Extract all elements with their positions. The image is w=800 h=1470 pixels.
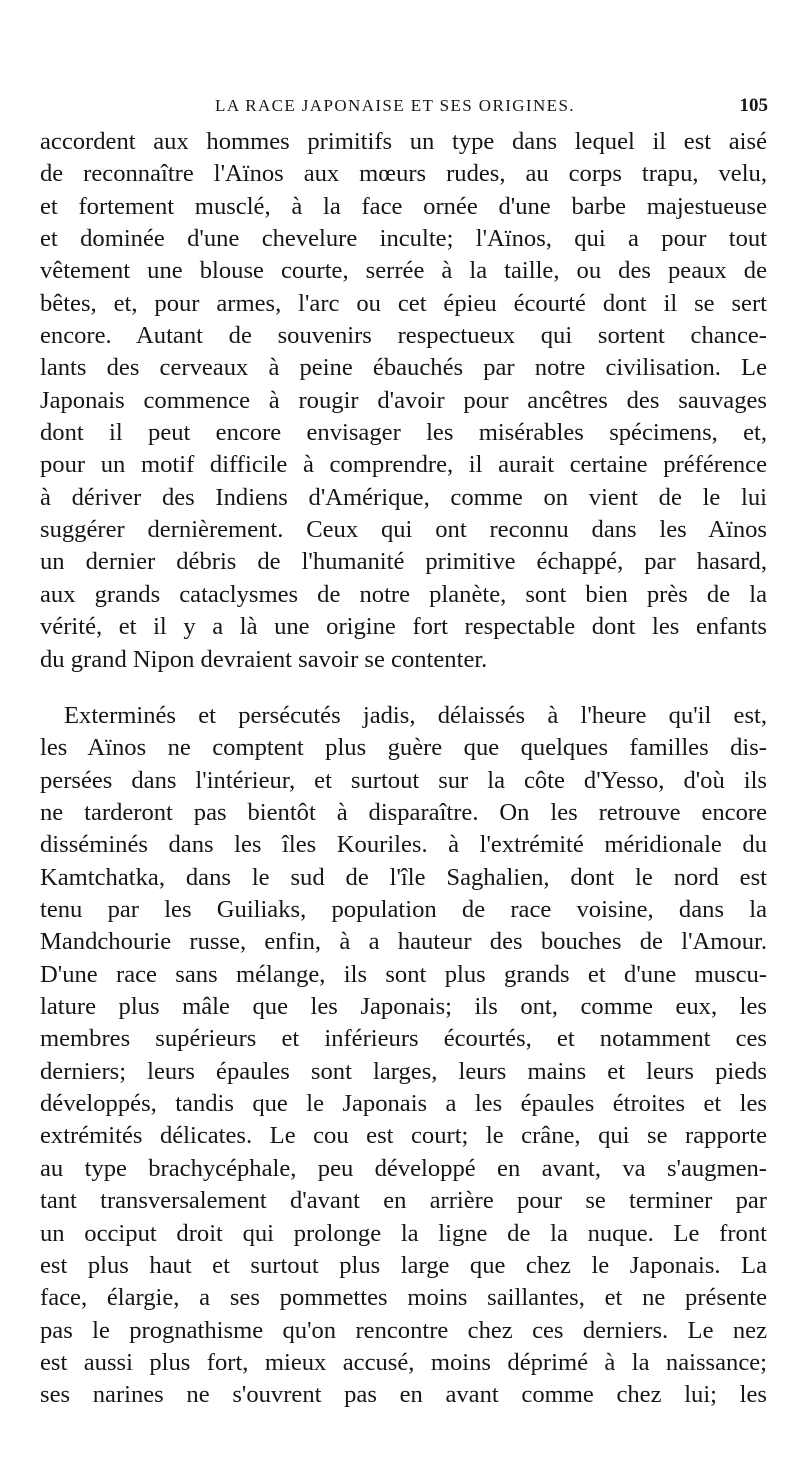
text-line: persées dans l'intérieur, et surtout sur la côte d'Yesso, d'où ils [40, 766, 767, 794]
text-line: encore. Autant de souvenirs respectueux qui sortent chance- [40, 322, 767, 350]
text-line: Exterminés et persécutés jadis, délaissés à l'heure qu'il est, [64, 702, 767, 729]
text-line: pas le prognathisme qu'on rencontre chez ces derniers. Le nez [40, 1316, 767, 1344]
text-line: disséminés dans les îles Kouriles. à l'extrémité méridionale du [40, 831, 767, 859]
text-line: un dernier débris de l'humanité primitive échappé, par hasard, [40, 548, 767, 576]
text-line: D'une race sans mélange, ils sont plus grands et d'une muscu- [40, 960, 767, 988]
text-line: accordent aux hommes primitifs un type dans lequel il est aisé [40, 128, 767, 155]
running-header [40, 93, 770, 119]
text-line: est plus haut et surtout plus large que chez le Japonais. La [40, 1251, 767, 1279]
text-line: membres supérieurs et inférieurs écourtés, et notamment ces [40, 1025, 767, 1053]
text-line: de reconnaître l'Aïnos aux mœurs rudes, au corps trapu, velu, [40, 160, 767, 188]
text-line: tenu par les Guiliaks, population de race voisine, dans la [40, 896, 767, 924]
text-line: Kamtchatka, dans le sud de l'île Saghalien, dont le nord est [40, 863, 767, 891]
text-line: est aussi plus fort, mieux accusé, moins déprimé à la naissance; [40, 1348, 767, 1376]
text-line: lature plus mâle que les Japonais; ils ont, comme eux, les [40, 993, 767, 1021]
text-line: développés, tandis que le Japonais a les épaules étroites et les [40, 1090, 767, 1118]
text-line: aux grands cataclysmes de notre planète, sont bien près de la [40, 580, 767, 608]
text-line: bêtes, et, pour armes, l'arc ou cet épieu écourté dont il se sert [40, 289, 767, 317]
paragraph-1 [40, 126, 767, 676]
text-line: les Aïnos ne comptent plus guère que quelques familles dis- [40, 734, 767, 762]
text-line: un occiput droit qui prolonge la ligne de la nuque. Le front [40, 1219, 767, 1247]
text-line: pour un motif difficile à comprendre, il aurait certaine préférence [40, 451, 767, 479]
text-line: et fortement musclé, à la face ornée d'une barbe majestueuse [40, 192, 767, 220]
text-line: ne tarderont pas bientôt à disparaître. On les retrouve encore [40, 799, 767, 827]
text-line: du grand Nipon devraient savoir se contenter. [40, 645, 488, 673]
text-line: suggérer dernièrement. Ceux qui ont reconnu dans les Aïnos [40, 516, 767, 544]
text-line: et dominée d'une chevelure inculte; l'Aïnos, qui a pour tout [40, 225, 767, 253]
text-line: à dériver des Indiens d'Amérique, comme on vient de le lui [40, 483, 767, 511]
text-line: vêtement une blouse courte, serrée à la taille, ou des peaux de [40, 257, 767, 285]
paragraph-2 [40, 700, 767, 1412]
text-line: face, élargie, a ses pommettes moins saillantes, et ne présente [40, 1284, 767, 1312]
text-line: dont il peut encore envisager les misérables spécimens, et, [40, 419, 767, 447]
text-line: extrémités délicates. Le cou est court; le crâne, qui se rapporte [40, 1122, 767, 1150]
page-number: 105 [739, 95, 768, 116]
text-line: Japonais commence à rougir d'avoir pour ancêtres des sauvages [40, 386, 767, 414]
text-line: au type brachycéphale, peu développé en avant, va s'augmen- [40, 1154, 767, 1182]
text-line: derniers; leurs épaules sont larges, leurs mains et leurs pieds [40, 1057, 767, 1085]
text-line: Mandchourie russe, enfin, à a hauteur des bouches de l'Amour. [40, 928, 767, 956]
text-line: vérité, et il y a là une origine fort respectable dont les enfants [40, 613, 767, 641]
text-line: ses narines ne s'ouvrent pas en avant comme chez lui; les [40, 1381, 767, 1409]
text-line: lants des cerveaux à peine ébauchés par notre civilisation. Le [40, 354, 767, 382]
text-line: tant transversalement d'avant en arrière pour se terminer par [40, 1187, 767, 1215]
running-title: LA RACE JAPONAISE ET SES ORIGINES. [215, 96, 575, 115]
